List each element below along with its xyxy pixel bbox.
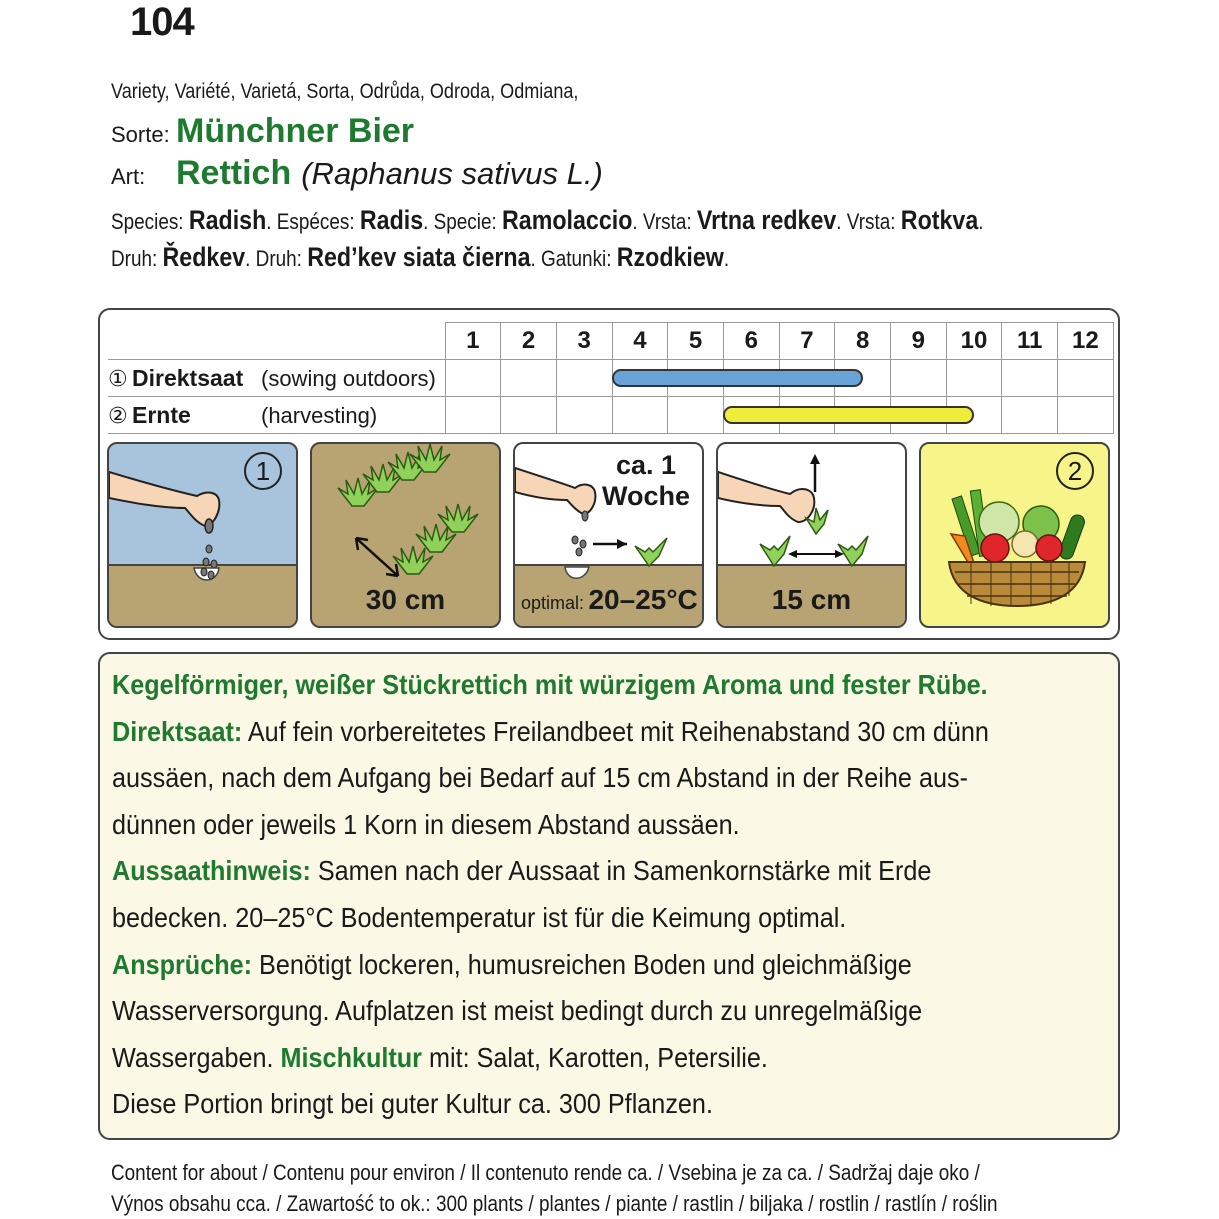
- ansprueche-text: Benötigt lockeren, humusreichen Boden und gleichmäßige: [252, 948, 912, 980]
- month-12: 12: [1058, 323, 1114, 360]
- direktsaat-line-3: dünnen oder jeweils 1 Korn in diesem Abstand aussäen.: [112, 808, 740, 840]
- sorte-label: Sorte:: [111, 122, 170, 147]
- hinweis-label: Aussaathinweis:: [112, 855, 311, 887]
- species-lang-label: Species:: [111, 209, 184, 234]
- art-line: [111, 154, 603, 193]
- row-spacing-panel: [310, 442, 501, 628]
- species-lang-name: Ředkev: [162, 242, 246, 272]
- ansprueche-line-1: [112, 942, 1007, 989]
- direktsaat-line-2: aussäen, nach dem Aufgang bei Bedarf auf 15 cm Abstand in der Reihe aus-: [112, 762, 968, 794]
- art-label: Art:: [111, 164, 146, 189]
- species-lang-label: Gatunki:: [541, 246, 612, 271]
- species-lang-label: Espéces:: [276, 209, 355, 234]
- hinweis-line-2: bedecken. 20–25°C Bodentemperatur ist für die Keimung optimal.: [112, 901, 847, 933]
- species-lang-label: Druh:: [111, 246, 158, 271]
- step-sowing-panel: [107, 442, 298, 628]
- germination-duration: ca. 1 Woche: [601, 450, 690, 511]
- species-name: Rettich: [176, 154, 292, 192]
- ansprueche-label: Ansprüche:: [112, 948, 253, 980]
- month-7: 7: [779, 323, 835, 360]
- month-1: 1: [445, 323, 501, 360]
- step-marker-1: 1: [244, 452, 282, 490]
- ansprueche-line-2: Wasserversorgung. Aufplatzen ist meist bedingt durch zu unregelmäßige: [112, 995, 923, 1027]
- species-lang-name: Rzodkiew: [616, 242, 724, 272]
- month-8: 8: [835, 323, 891, 360]
- month-3: 3: [556, 323, 612, 360]
- calendar-row-sowing: [108, 360, 1113, 397]
- direktsaat-label: Direktsaat:: [112, 715, 243, 747]
- species-lang-name: Radish: [188, 205, 267, 235]
- species-lang-label: Specie:: [433, 209, 497, 234]
- direktsaat-line-1: [112, 709, 1007, 756]
- species-translations-1: Species: Radish. Espéces: Radis. Specie: Ramolaccio. Vrsta: Vrtna redkev. Vrsta: Rotkva.: [111, 205, 984, 235]
- month-2: 2: [501, 323, 557, 360]
- harvest-label: Ernte: [132, 401, 191, 428]
- species-lang-label: Druh:: [255, 246, 302, 271]
- row-spacing-value: 30 cm: [365, 584, 446, 615]
- description-box: [98, 652, 1120, 1140]
- harvest-sub: (harvesting): [261, 402, 378, 428]
- month-10: 10: [946, 323, 1002, 360]
- plant-spacing-value: 15 cm: [771, 584, 852, 615]
- species-lang-label: Vrsta:: [846, 209, 896, 234]
- month-9: 9: [891, 323, 947, 360]
- mischkultur-label: Mischkultur: [280, 1041, 422, 1073]
- sowing-period-bar: [612, 369, 863, 387]
- sowing-sub: (sowing outdoors): [261, 365, 436, 391]
- harvest-panel: [919, 442, 1110, 628]
- mischkultur-text: mit: Salat, Karotten, Petersilie.: [421, 1041, 768, 1073]
- variety-description: Kegelförmiger, weißer Stückrettich mit würzigem Aroma und fester Rübe.: [112, 669, 988, 700]
- optimal-temperature: [521, 584, 698, 616]
- thinning-panel: [716, 442, 907, 628]
- sorte-line: [111, 112, 414, 151]
- month-11: 11: [1002, 323, 1058, 360]
- packet-number: 104: [130, 0, 194, 44]
- month-6: 6: [723, 323, 779, 360]
- ansprueche-line-3: [112, 1035, 1007, 1082]
- step-marker-2: 2: [1056, 452, 1094, 490]
- harvest-period-bar: [723, 406, 974, 424]
- optimal-label: optimal:: [521, 593, 585, 613]
- species-lang-name: Rotkva: [900, 205, 979, 235]
- hinweis-line-1: [112, 848, 1007, 895]
- portion-line: Diese Portion bringt bei guter Kultur ca. 300 Pflanzen.: [112, 1088, 713, 1120]
- species-lang-name: Vrtna redkev: [696, 205, 837, 235]
- variety-name: Münchner Bier: [176, 112, 415, 150]
- species-translations-2: Druh: Ředkev. Druh: Red’kev siata čierna. Gatunki: Rzodkiew.: [111, 242, 730, 272]
- month-5: 5: [668, 323, 724, 360]
- latin-name: (Raphanus sativus L.): [301, 156, 603, 191]
- month-4: 4: [612, 323, 668, 360]
- germination-panel: [513, 442, 704, 628]
- harvest-marker: ②: [108, 402, 128, 428]
- calendar-header-row: [108, 323, 1113, 360]
- sowing-marker: ①: [108, 365, 128, 391]
- sowing-label: Direktsaat: [132, 364, 244, 391]
- species-lang-label: Vrsta:: [642, 209, 692, 234]
- species-lang-name: Red’kev siata čierna: [307, 242, 531, 272]
- species-lang-name: Radis: [359, 205, 424, 235]
- content-footer-1: Content for about / Contenu pour environ / Il contenuto rende ca. / Vsebina je za ca. / Sadržaj daje oko /: [111, 1160, 980, 1185]
- content-footer-2: Výnos obsahu cca. / Zawartość to ok.: 300 plants / plantes / piante / rastlin / biljaka / rostlin / rastlín / roślin: [111, 1191, 998, 1216]
- species-lang-name: Ramolaccio: [502, 205, 633, 235]
- direktsaat-text: Auf fein vorbereitetes Freilandbeet mit Reihenabstand 30 cm dünn: [242, 715, 989, 747]
- hinweis-text: Samen nach der Aussaat in Samenkornstärke mit Erde: [310, 855, 932, 887]
- ansprueche-text-end: Wassergaben.: [112, 1041, 281, 1073]
- variety-label: Variety, Variété, Varietá, Sorta, Odrůda, Odroda, Odmiana,: [111, 80, 579, 103]
- optimal-value: 20–25°C: [588, 584, 698, 615]
